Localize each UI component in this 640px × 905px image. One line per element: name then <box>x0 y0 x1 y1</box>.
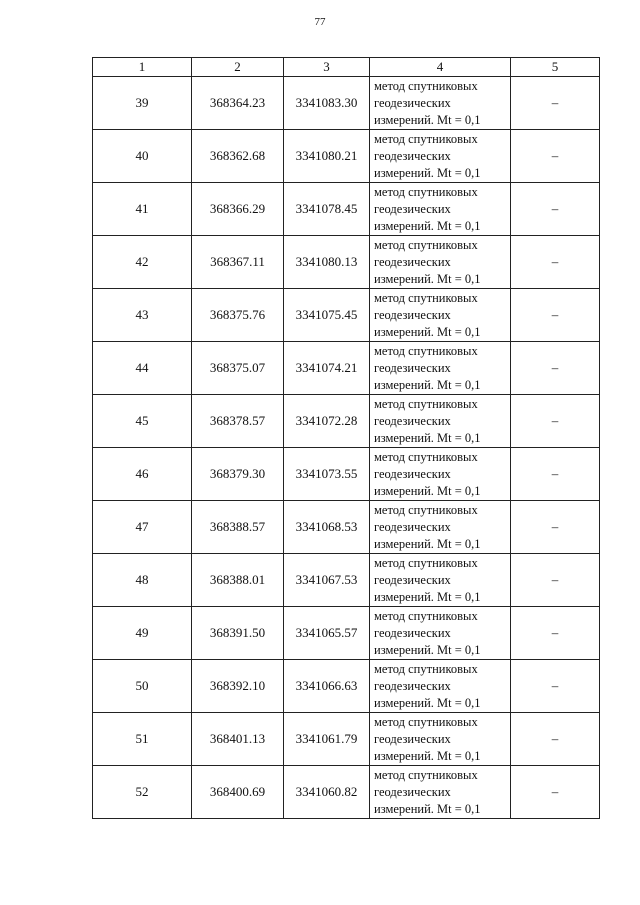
column-header-4: 4 <box>370 58 511 77</box>
column-header-3: 3 <box>284 58 370 77</box>
method-cell: метод спутниковых геодезических измерений. Mt = 0,1 <box>370 236 511 289</box>
method-cell: метод спутниковых геодезических измерений. Mt = 0,1 <box>370 448 511 501</box>
table-row <box>93 766 600 819</box>
table-row <box>93 607 600 660</box>
y-coordinate-cell: 3341068.53 <box>284 501 370 554</box>
y-coordinate-cell: 3341073.55 <box>284 448 370 501</box>
note-cell: – <box>511 130 600 183</box>
note-cell: – <box>511 554 600 607</box>
table-row <box>93 77 600 130</box>
point-number-cell: 43 <box>93 289 192 342</box>
page-number: 77 <box>314 16 326 28</box>
y-coordinate-cell: 3341066.63 <box>284 660 370 713</box>
method-cell: метод спутниковых геодезических измерений. Mt = 0,1 <box>370 183 511 236</box>
note-cell: – <box>511 766 600 819</box>
table-row <box>93 342 600 395</box>
method-cell: метод спутниковых геодезических измерений. Mt = 0,1 <box>370 554 511 607</box>
point-number-cell: 49 <box>93 607 192 660</box>
note-cell: – <box>511 77 600 130</box>
method-cell: метод спутниковых геодезических измерений. Mt = 0,1 <box>370 395 511 448</box>
point-number-cell: 41 <box>93 183 192 236</box>
y-coordinate-cell: 3341083.30 <box>284 77 370 130</box>
x-coordinate-cell: 368391.50 <box>192 607 284 660</box>
table-row <box>93 713 600 766</box>
y-coordinate-cell: 3341078.45 <box>284 183 370 236</box>
column-header-5: 5 <box>511 58 600 77</box>
method-cell: метод спутниковых геодезических измерений. Mt = 0,1 <box>370 289 511 342</box>
coordinates-table <box>92 57 600 819</box>
column-header-1: 1 <box>93 58 192 77</box>
x-coordinate-cell: 368362.68 <box>192 130 284 183</box>
y-coordinate-cell: 3341060.82 <box>284 766 370 819</box>
table-row <box>93 236 600 289</box>
method-cell: метод спутниковых геодезических измерений. Mt = 0,1 <box>370 501 511 554</box>
column-header-2: 2 <box>192 58 284 77</box>
y-coordinate-cell: 3341072.28 <box>284 395 370 448</box>
y-coordinate-cell: 3341080.13 <box>284 236 370 289</box>
x-coordinate-cell: 368367.11 <box>192 236 284 289</box>
note-cell: – <box>511 501 600 554</box>
x-coordinate-cell: 368366.29 <box>192 183 284 236</box>
note-cell: – <box>511 289 600 342</box>
table-row <box>93 554 600 607</box>
table-row <box>93 130 600 183</box>
point-number-cell: 51 <box>93 713 192 766</box>
point-number-cell: 45 <box>93 395 192 448</box>
method-cell: метод спутниковых геодезических измерений. Mt = 0,1 <box>370 766 511 819</box>
x-coordinate-cell: 368388.57 <box>192 501 284 554</box>
x-coordinate-cell: 368400.69 <box>192 766 284 819</box>
x-coordinate-cell: 368388.01 <box>192 554 284 607</box>
method-cell: метод спутниковых геодезических измерений. Mt = 0,1 <box>370 713 511 766</box>
y-coordinate-cell: 3341065.57 <box>284 607 370 660</box>
method-cell: метод спутниковых геодезических измерений. Mt = 0,1 <box>370 130 511 183</box>
x-coordinate-cell: 368364.23 <box>192 77 284 130</box>
method-cell: метод спутниковых геодезических измерений. Mt = 0,1 <box>370 342 511 395</box>
note-cell: – <box>511 183 600 236</box>
point-number-cell: 42 <box>93 236 192 289</box>
point-number-cell: 46 <box>93 448 192 501</box>
note-cell: – <box>511 395 600 448</box>
method-cell: метод спутниковых геодезических измерений. Mt = 0,1 <box>370 77 511 130</box>
method-cell: метод спутниковых геодезических измерений. Mt = 0,1 <box>370 607 511 660</box>
table-header-row <box>93 58 600 77</box>
note-cell: – <box>511 607 600 660</box>
method-cell: метод спутниковых геодезических измерений. Mt = 0,1 <box>370 660 511 713</box>
note-cell: – <box>511 448 600 501</box>
table-row <box>93 448 600 501</box>
point-number-cell: 40 <box>93 130 192 183</box>
x-coordinate-cell: 368375.07 <box>192 342 284 395</box>
y-coordinate-cell: 3341061.79 <box>284 713 370 766</box>
x-coordinate-cell: 368401.13 <box>192 713 284 766</box>
point-number-cell: 48 <box>93 554 192 607</box>
note-cell: – <box>511 713 600 766</box>
table-row <box>93 289 600 342</box>
table-row <box>93 660 600 713</box>
table-row <box>93 395 600 448</box>
note-cell: – <box>511 342 600 395</box>
table-row <box>93 183 600 236</box>
x-coordinate-cell: 368379.30 <box>192 448 284 501</box>
x-coordinate-cell: 368378.57 <box>192 395 284 448</box>
note-cell: – <box>511 236 600 289</box>
point-number-cell: 52 <box>93 766 192 819</box>
point-number-cell: 47 <box>93 501 192 554</box>
table-row <box>93 501 600 554</box>
point-number-cell: 39 <box>93 77 192 130</box>
y-coordinate-cell: 3341080.21 <box>284 130 370 183</box>
table-body <box>93 77 600 819</box>
point-number-cell: 50 <box>93 660 192 713</box>
y-coordinate-cell: 3341074.21 <box>284 342 370 395</box>
x-coordinate-cell: 368375.76 <box>192 289 284 342</box>
y-coordinate-cell: 3341067.53 <box>284 554 370 607</box>
note-cell: – <box>511 660 600 713</box>
y-coordinate-cell: 3341075.45 <box>284 289 370 342</box>
point-number-cell: 44 <box>93 342 192 395</box>
x-coordinate-cell: 368392.10 <box>192 660 284 713</box>
